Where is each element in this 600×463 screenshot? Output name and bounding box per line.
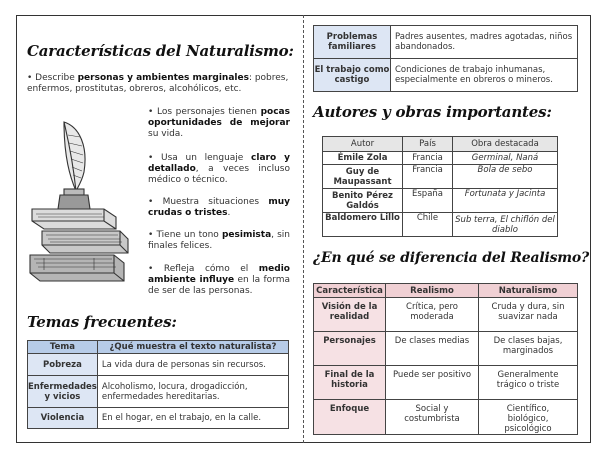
descripcion-cell: Condiciones de trabajo inhumanas, especialmente en obreros o mineros. [391, 59, 578, 92]
table-row [323, 165, 558, 189]
table-row [314, 298, 578, 332]
autor-cell: Benito Pérez Galdós [323, 189, 403, 213]
tema-cell: Enfermedades y vicios [28, 376, 98, 408]
table-row [314, 400, 578, 435]
tema-cell: El trabajo como castigo [314, 59, 391, 92]
caracteristica-cell: Final de la historia [314, 366, 386, 400]
table-header-cell: Característica [314, 284, 386, 298]
tema-cell: Pobreza [28, 354, 98, 376]
table-row [28, 376, 289, 408]
caracteristicas-title: Características del Naturalismo: [27, 42, 294, 60]
temas-table [27, 340, 289, 429]
table-row [323, 213, 558, 237]
diferencia-table [313, 283, 578, 435]
table-header-cell: Naturalismo [479, 284, 578, 298]
temas-title: Temas frecuentes: [27, 313, 177, 331]
caracteristica-cell: Enfoque [314, 400, 386, 435]
bullet-item: • Tiene un tono pesimista, sin finales felices. [148, 230, 291, 251]
realismo-cell: Social y costumbrista [386, 400, 479, 435]
bullet-item: • Refleja cómo el medio ambiente influye en la forma de ser de las personas. [148, 264, 290, 296]
bullet-item: • Usa un lenguaje claro y detallado, a veces incluso médico o técnico. [148, 153, 290, 185]
naturalismo-cell: Generalmente trágico o triste [479, 366, 578, 400]
bullet-item: • Los personajes tienen pocas oportunidades de mejorar su vida. [148, 107, 290, 139]
table-header-cell: Tema [28, 341, 98, 354]
intro-text: • Describe personas y ambientes marginales: pobres, enfermos, prostitutas, obreros, alcohólicos, etc. [27, 73, 289, 94]
table-row [314, 26, 578, 59]
descripcion-cell: Padres ausentes, madres agotadas, niños abandonados. [391, 26, 578, 59]
descripcion-cell: Alcoholismo, locura, drogadicción, enfermedades hereditarias. [97, 376, 288, 408]
table-header-row [314, 284, 578, 298]
temas-table-continued [313, 25, 578, 92]
bullet-item: • Muestra situaciones muy crudas o tristes. [148, 197, 290, 218]
obra-cell: Sub terra, El chiflón del diablo [453, 213, 558, 237]
obra-cell: Germinal, Naná [453, 152, 558, 165]
autor-cell: Guy de Maupassant [323, 165, 403, 189]
table-header-cell: Realismo [386, 284, 479, 298]
table-row [323, 152, 558, 165]
autor-cell: Baldomero Lillo [323, 213, 403, 237]
diferencia-title: ¿En qué se diferencia del Realismo? [313, 250, 590, 266]
caracteristica-cell: Personajes [314, 332, 386, 366]
column-divider [303, 15, 304, 443]
pais-cell: Francia [403, 152, 453, 165]
table-header-row [28, 341, 289, 354]
table-row [28, 354, 289, 376]
naturalismo-cell: Cruda y dura, sin suavizar nada [479, 298, 578, 332]
autores-title: Autores y obras importantes: [313, 103, 552, 121]
table-header-cell: Obra destacada [453, 137, 558, 152]
table-row [323, 189, 558, 213]
table-row [28, 408, 289, 429]
table-row [314, 59, 578, 92]
table-header-cell: ¿Qué muestra el texto naturalista? [97, 341, 288, 354]
autores-table [322, 136, 558, 237]
pais-cell: Chile [403, 213, 453, 237]
inkwell-books-illustration [24, 117, 136, 289]
descripcion-cell: La vida dura de personas sin recursos. [97, 354, 288, 376]
pais-cell: España [403, 189, 453, 213]
realismo-cell: De clases medias [386, 332, 479, 366]
table-header-cell: Autor [323, 137, 403, 152]
obra-cell: Fortunata y Jacinta [453, 189, 558, 213]
table-header-row [323, 137, 558, 152]
tema-cell: Problemas familiares [314, 26, 391, 59]
autor-cell: Émile Zola [323, 152, 403, 165]
naturalismo-cell: De clases bajas, marginados [479, 332, 578, 366]
table-header-cell: País [403, 137, 453, 152]
naturalismo-cell: Científico, biológico, psicológico [479, 400, 578, 435]
caracteristica-cell: Visión de la realidad [314, 298, 386, 332]
table-row [314, 332, 578, 366]
descripcion-cell: En el hogar, en el trabajo, en la calle. [97, 408, 288, 429]
realismo-cell: Puede ser positivo [386, 366, 479, 400]
table-row [314, 366, 578, 400]
tema-cell: Violencia [28, 408, 98, 429]
obra-cell: Bola de sebo [453, 165, 558, 189]
pais-cell: Francia [403, 165, 453, 189]
realismo-cell: Crítica, pero moderada [386, 298, 479, 332]
